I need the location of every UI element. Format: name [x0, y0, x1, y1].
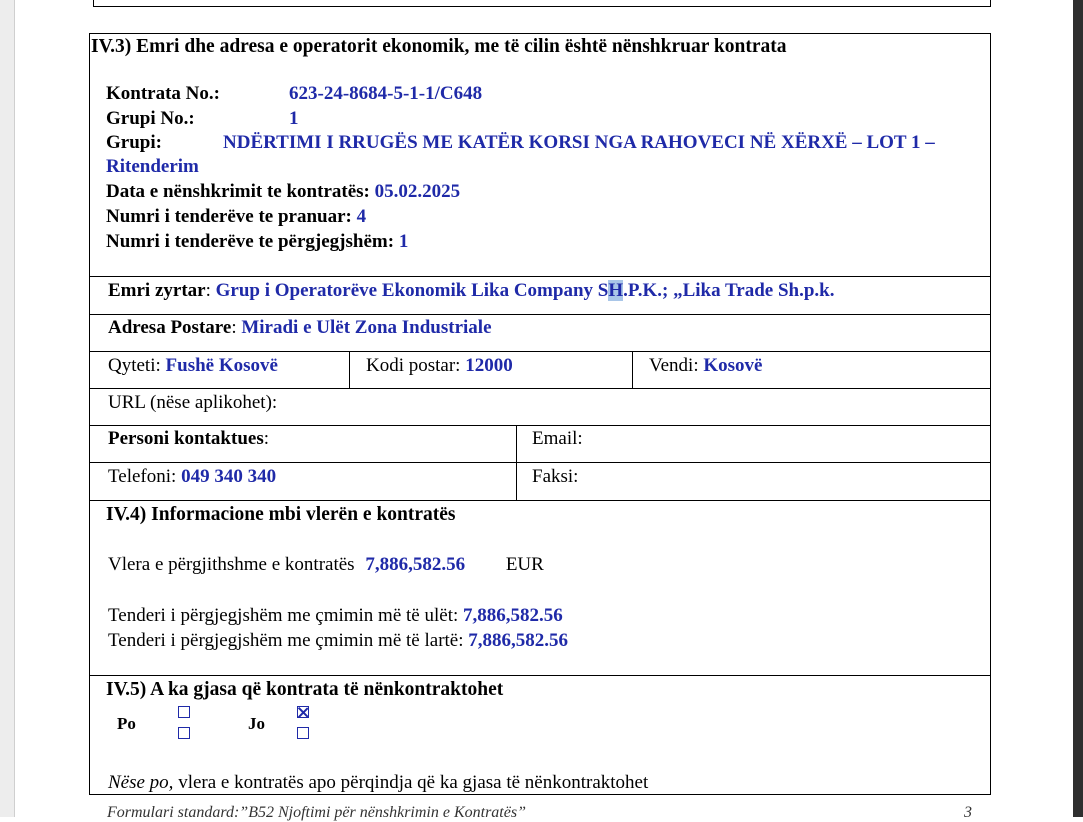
yes-label: Po: [117, 714, 136, 733]
yes-checkbox-secondary[interactable]: [178, 727, 190, 739]
divider: [349, 351, 350, 388]
group-value-line2: Ritenderim: [106, 156, 199, 177]
no-checkbox-secondary[interactable]: [297, 727, 309, 739]
currency: EUR: [505, 554, 544, 575]
text-selection-highlight: H: [608, 280, 624, 301]
lowest-price-row: [108, 605, 563, 627]
fax-label: Faksi:: [532, 466, 579, 487]
postal-code-cell: [366, 355, 513, 377]
followup-text: vlera e kontratës apo përqindja që ka gjasa të nënkontraktohet: [173, 772, 649, 793]
tenders-responsive-value: 1: [398, 231, 409, 252]
lowest-price-label: Tenderi i përgjegjshëm me çmimin më të ulët:: [108, 605, 459, 626]
tenders-received-value: 4: [356, 206, 367, 227]
section-iv5-title: IV.5) A ka gjasa që kontrata të nënkontraktohet: [106, 679, 504, 700]
contact-person-cell: Personi kontaktues:: [108, 428, 269, 449]
no-label: Jo: [248, 714, 265, 733]
country-cell: [649, 355, 762, 377]
viewer-gutter-left: [0, 0, 14, 817]
phone-value: 049 340 340: [181, 466, 277, 487]
lowest-price-value: 7,886,582.56: [463, 605, 563, 626]
highest-price-value: 7,886,582.56: [468, 630, 569, 651]
page-edge: [14, 0, 15, 817]
divider: [90, 314, 990, 315]
total-value-label: Vlera e përgjithshme e kontratës: [108, 554, 355, 575]
no-checkbox-checked[interactable]: [297, 706, 309, 718]
group-no-value: 1: [289, 108, 299, 129]
viewer-scrollbar-track[interactable]: [1073, 0, 1083, 817]
contract-no-value: 623-24-8684-5-1-1/C648: [289, 83, 483, 104]
divider: [90, 462, 990, 463]
email-label: Email:: [532, 428, 583, 449]
phone-cell: [108, 466, 276, 488]
tenders-received-label: Numri i tenderëve te pranuar:: [106, 206, 352, 227]
highest-price-label: Tenderi i përgjegjshëm me çmimin më të lartë:: [108, 630, 464, 651]
section-iv4-title: IV.4) Informacione mbi vlerën e kontratës: [106, 504, 456, 525]
page-number: 3: [964, 804, 972, 821]
official-name-value: [216, 280, 835, 301]
official-name-row: Emri zyrtar: Grup i Operatorëve Ekonomik Lika Company SH.P.K.; „Lika Trade Sh.p.k.: [108, 280, 835, 301]
postal-address-value: Miradi e Ulët Zona Industriale: [241, 317, 492, 338]
postal-address-label: Adresa Postare: [108, 317, 232, 338]
sign-date-value: 05.02.2025: [374, 181, 461, 202]
phone-label: Telefoni:: [108, 466, 177, 487]
section-iv3-title: IV.3) Emri dhe adresa e operatorit ekonomik, me të cilin është nënshkruar kontrata: [91, 36, 787, 57]
country-label: Vendi:: [649, 355, 699, 376]
city-cell: [108, 355, 278, 377]
postal-code-value: 12000: [465, 355, 513, 376]
highest-price-row: [108, 630, 568, 652]
page-footer: Formulari standard:”B52 Njoftimi për nënshkrimin e Kontratës”: [107, 804, 526, 821]
divider: [90, 351, 990, 352]
group-value-line1: NDËRTIMI I RRUGËS ME KATËR KORSI NGA RAHOVECI NË XËRXË – LOT 1 –: [223, 132, 935, 153]
sign-date-label: Data e nënshkrimit te kontratës:: [106, 181, 370, 202]
divider: [632, 351, 633, 388]
subcontract-followup: [108, 772, 648, 794]
postal-address-row: Adresa Postare: Miradi e Ulët Zona Industriale: [108, 317, 492, 338]
country-value: Kosovë: [703, 355, 763, 376]
group-no-label: Grupi No.:: [106, 108, 195, 129]
group-label: Grupi:: [106, 132, 162, 153]
city-label: Qyteti:: [108, 355, 161, 376]
divider: [90, 425, 990, 426]
tenders-responsive-label: Numri i tenderëve te përgjegjshëm:: [106, 231, 395, 252]
previous-section-box: [93, 0, 991, 7]
divider: [90, 500, 990, 501]
divider: [90, 276, 990, 277]
contract-no-label: Kontrata No.:: [106, 83, 220, 104]
official-name-part1: Grup i Operatorëve Ekonomik Lika Company S: [215, 280, 609, 301]
total-value: 7,886,582.56: [365, 554, 466, 575]
divider: [90, 388, 990, 389]
city-value: Fushë Kosovë: [165, 355, 278, 376]
sign-date-row: [106, 181, 460, 203]
url-label: URL (nëse aplikohet):: [108, 392, 278, 413]
divider: [90, 675, 990, 676]
contact-person-label: Personi kontaktues: [108, 428, 264, 449]
tenders-responsive-row: [106, 231, 408, 253]
yes-checkbox-primary[interactable]: [178, 706, 190, 718]
tenders-received-row: [106, 206, 366, 228]
official-name-label: Emri zyrtar: [108, 280, 206, 301]
followup-italic: Nëse po,: [108, 772, 174, 793]
postal-code-label: Kodi postar:: [366, 355, 461, 376]
total-value-row: [108, 554, 544, 576]
official-name-part2: .P.K.; „Lika Trade Sh.p.k.: [623, 280, 835, 301]
contract-form: [89, 33, 991, 795]
